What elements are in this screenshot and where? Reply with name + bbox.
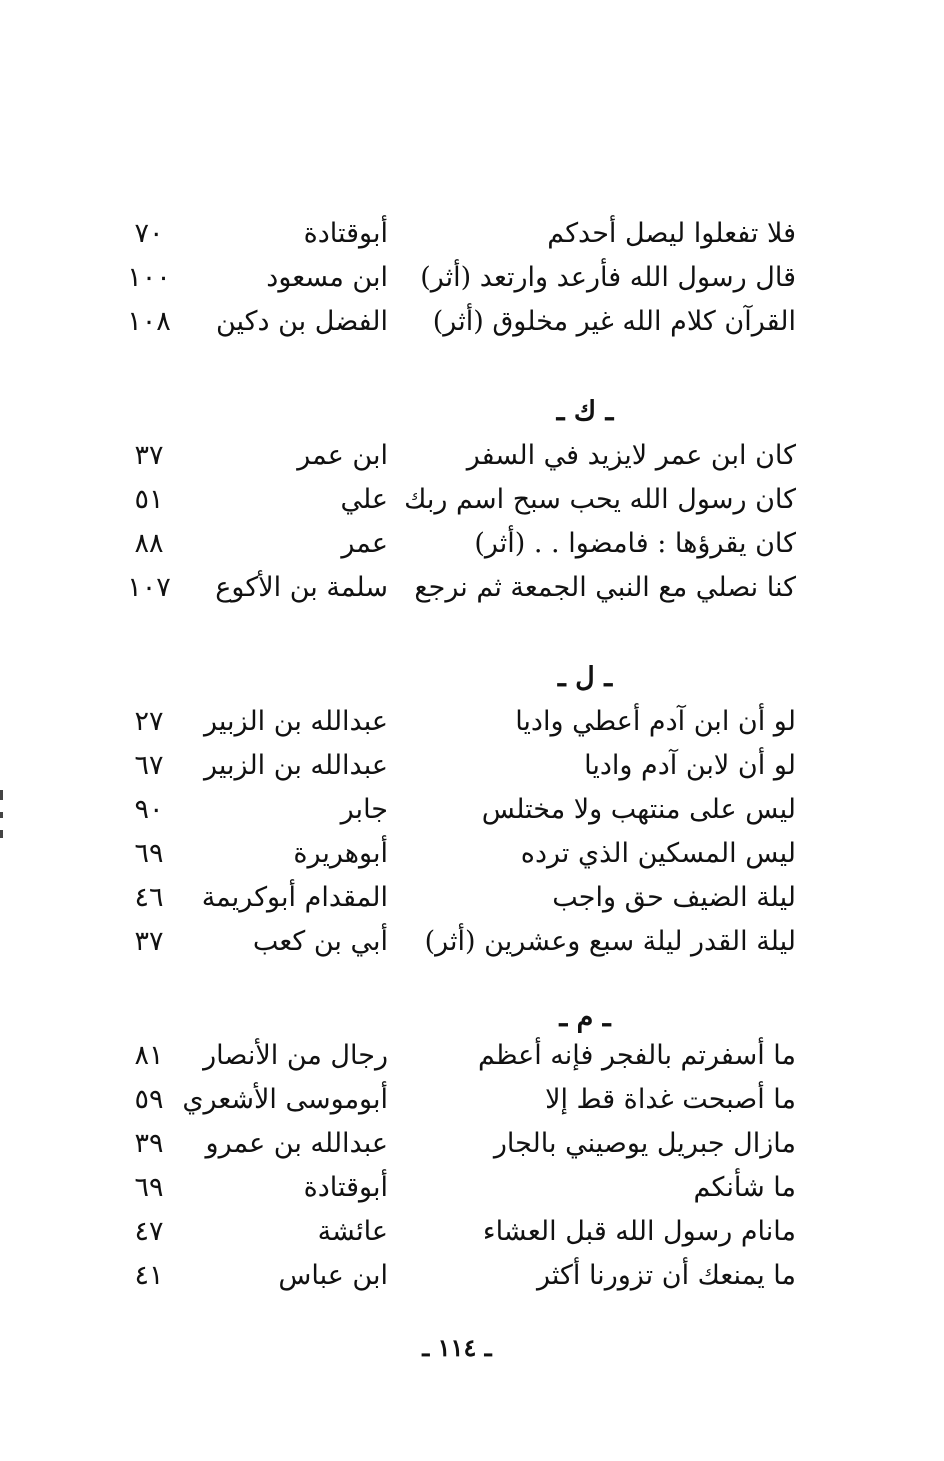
scan-mark: [0, 812, 3, 818]
index-entry: [0, 1254, 944, 1298]
page-reference: ١٠٨: [127, 306, 171, 337]
narrator-name: ابن عباس: [278, 1260, 388, 1291]
narrator-name: جابر: [340, 794, 388, 825]
hadith-text: ما شأنكم: [693, 1172, 796, 1203]
hadith-text: لو أن ابن آدم أعطي واديا: [515, 706, 796, 737]
hadith-text: ما يمنعك أن تزورنا أكثر: [536, 1260, 796, 1291]
hadith-text: فلا تفعلوا ليصل أحدكم: [547, 218, 796, 249]
index-entry: [0, 566, 944, 610]
page-reference: ٢٧: [134, 706, 164, 737]
narrator-name: عبدالله بن الزبير: [204, 750, 388, 781]
hadith-text: كنا نصلي مع النبي الجمعة ثم نرجع: [414, 572, 796, 603]
page-number: ـ ١١٤ ـ: [422, 1333, 492, 1362]
index-entry: [0, 788, 944, 832]
narrator-name: أبوموسى الأشعري: [182, 1084, 388, 1115]
index-entry: [0, 700, 944, 744]
hadith-text: كان يقرؤها : فامضوا . . (أثر): [474, 528, 796, 559]
page-reference: ١٠٧: [127, 572, 171, 603]
index-entry: [0, 478, 944, 522]
hadith-text: القرآن كلام الله غير مخلوق (أثر): [432, 306, 796, 337]
narrator-name: عبدالله بن عمرو: [205, 1128, 388, 1159]
hadith-text: مازال جبريل يوصيني بالجار: [493, 1128, 796, 1159]
index-entry: [0, 744, 944, 788]
scan-mark: [0, 830, 3, 838]
hadith-text: ليس على منتهب ولا مختلس: [481, 794, 796, 825]
hadith-text: لو أن لابن آدم واديا: [584, 750, 796, 781]
hadith-text: مانام رسول الله قبل العشاء: [482, 1216, 796, 1247]
narrator-name: ابن عمر: [297, 440, 388, 471]
narrator-name: أبوهريرة: [293, 838, 388, 869]
hadith-text: كان ابن عمر لايزيد في السفر: [466, 440, 796, 471]
index-entry: [0, 1034, 944, 1078]
section-letter-heading: ـ ل ـ: [557, 662, 613, 693]
page-reference: ٦٧: [134, 750, 164, 781]
hadith-text: قال رسول الله فأرعد وارتعد (أثر): [420, 262, 796, 293]
index-entry: [0, 1210, 944, 1254]
index-entry: [0, 1122, 944, 1166]
index-entry: [0, 876, 944, 920]
section-letter-heading: ـ ك ـ: [556, 396, 614, 427]
page-reference: ٩٠: [134, 794, 164, 825]
index-entry: [0, 300, 944, 344]
index-entry: [0, 832, 944, 876]
page-reference: ٧٠: [134, 218, 164, 249]
index-entry: [0, 256, 944, 300]
page-reference: ٥٩: [134, 1084, 164, 1115]
narrator-name: الفضل بن دكين: [215, 306, 388, 337]
page-reference: ٤١: [134, 1260, 164, 1291]
index-entry: [0, 920, 944, 964]
index-entry: [0, 434, 944, 478]
page-reference: ٣٧: [134, 440, 164, 471]
hadith-text: ليلة الضيف حق واجب: [552, 882, 796, 913]
narrator-name: علي: [340, 484, 388, 515]
page-reference: ٤٦: [134, 882, 164, 913]
page-reference: ٦٩: [134, 838, 164, 869]
narrator-name: عائشة: [317, 1216, 388, 1247]
page-reference: ٨٨: [134, 528, 164, 559]
page-reference: ٦٩: [134, 1172, 164, 1203]
index-entry: [0, 522, 944, 566]
index-entry: [0, 1078, 944, 1122]
narrator-name: عبدالله بن الزبير: [204, 706, 388, 737]
page-reference: ٥١: [134, 484, 164, 515]
hadith-text: ما أصبحت غداة قط إلا: [545, 1084, 796, 1115]
narrator-name: المقدام أبوكريمة: [201, 882, 388, 913]
hadith-text: كان رسول الله يحب سبح اسم ربك: [404, 484, 796, 515]
page-reference: ٤٧: [134, 1216, 164, 1247]
narrator-name: عمر: [341, 528, 388, 559]
hadith-text: ليس المسكين الذي ترده: [520, 838, 796, 869]
narrator-name: أبوقتادة: [303, 1172, 388, 1203]
page-reference: ٨١: [134, 1040, 164, 1071]
hadith-text: ما أسفرتم بالفجر فإنه أعظم: [478, 1040, 796, 1071]
narrator-name: أبوقتادة: [303, 218, 388, 249]
narrator-name: أبي بن كعب: [252, 926, 388, 957]
page-reference: ٣٩: [134, 1128, 164, 1159]
page-reference: ٣٧: [134, 926, 164, 957]
narrator-name: رجال من الأنصار: [203, 1040, 388, 1071]
narrator-name: ابن مسعود: [266, 262, 388, 293]
index-entry: [0, 212, 944, 256]
hadith-text: ليلة القدر ليلة سبع وعشرين (أثر): [424, 926, 796, 957]
page-reference: ١٠٠: [127, 262, 171, 293]
scan-mark: [0, 790, 3, 800]
narrator-name: سلمة بن الأكوع: [215, 572, 388, 603]
index-entry: [0, 1166, 944, 1210]
section-letter-heading: ـ م ـ: [559, 1002, 611, 1033]
